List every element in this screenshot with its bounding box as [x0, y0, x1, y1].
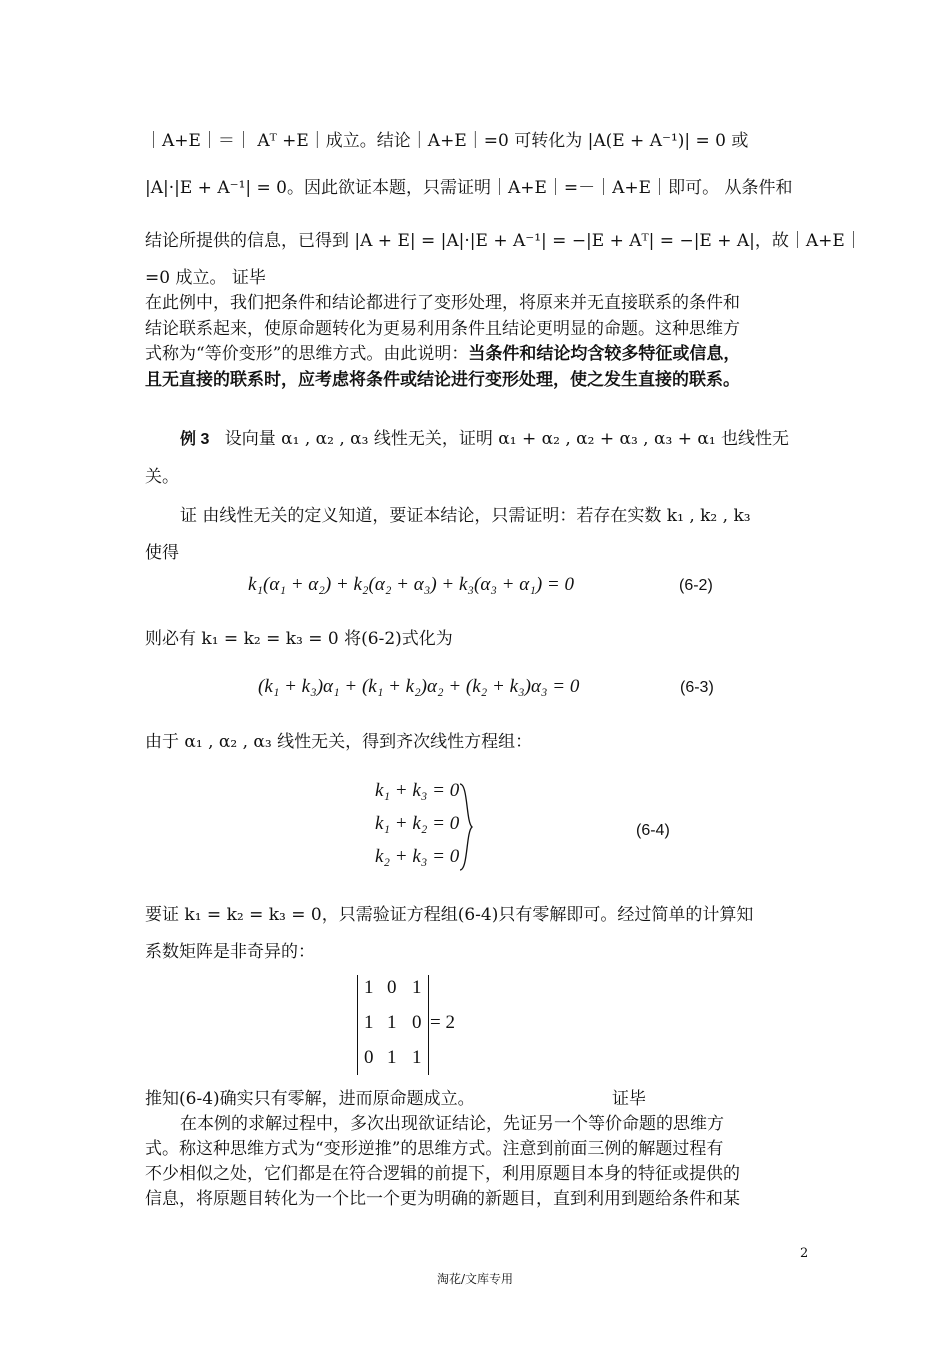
text-line: |A|·|E + A⁻¹| = 0。因此欲证本题，只需证明｜A+E｜=－｜A+E｜即可。 从条件和 — [145, 178, 793, 198]
text-line: 式。称这种思维方式为“变形逆推”的思维方式。注意到前面三例的解题过程有 — [145, 1139, 724, 1159]
text-line: 要证 k₁ = k₂ = k₃ = 0，只需验证方程组(6-4)只有零解即可。经过简单的计算知 — [145, 905, 754, 925]
text-line: 在本例的求解过程中，多次出现欲证结论，先证另一个等价命题的思维方 — [180, 1114, 724, 1134]
equation-6-2: k₁(α₁ + α₂) + k₂(α₂ + α₃) + k₃(α₃ + α₁) = 0 — [248, 574, 574, 595]
matrix-cell: 0 — [387, 977, 397, 998]
text-line: ｜A+E｜＝｜ Aᵀ +E｜成立。结论｜A+E｜=0 可转化为 |A(E + A⁻¹)| = 0 或 — [145, 131, 749, 151]
page-number: 2 — [800, 1246, 809, 1261]
equation-tag: (6-3) — [680, 679, 714, 696]
right-brace-icon — [458, 782, 476, 872]
footer-note: 淘花/文库专用 — [436, 1272, 514, 1286]
matrix-cell: 1 — [412, 1047, 422, 1068]
determinant — [357, 975, 429, 1075]
qed-mark: 证毕 — [612, 1089, 646, 1109]
equation-tag: (6-4) — [636, 822, 670, 839]
matrix-cell: 1 — [412, 977, 422, 998]
text-line: 由于 α₁ , α₂ , α₃ 线性无关，得到齐次线性方程组： — [145, 732, 533, 752]
text-line: 结论联系起来，使原命题转化为更易利用条件且结论更明显的命题。这种思维方 — [145, 319, 740, 339]
matrix-cell: 1 — [364, 1012, 374, 1033]
text-line: 则必有 k₁ = k₂ = k₃ = 0 将(6-2)式化为 — [145, 629, 453, 649]
example-label: 例 3 — [180, 431, 210, 448]
matrix-cell: 0 — [412, 1012, 422, 1033]
equation-tag: (6-2) — [679, 577, 713, 594]
determinant-result: = 2 — [430, 1012, 455, 1033]
text-plain: 推知(6-4)确实只有零解，进而原命题成立。 — [145, 1089, 475, 1109]
text-line: 不少相似之处，它们都是在符合逻辑的前提下，利用原题目本身的特征或提供的 — [145, 1164, 740, 1184]
text-line: 信息，将原题目转化为一个比一个更为明确的新题目，直到利用到题给条件和某 — [145, 1189, 740, 1209]
text-line: =0 成立。 证毕 — [145, 268, 266, 288]
text-line — [145, 1088, 810, 1110]
system-equation: k₁ + k₃ = 0 — [375, 780, 460, 801]
text-line: 结论所提供的信息，已得到 |A + E| = |A|·|E + A⁻¹| = −|E + Aᵀ| = −|E + A|，故｜A+E｜ — [145, 231, 862, 251]
text-line: 系数矩阵是非奇异的： — [145, 942, 315, 962]
text-plain: 式称为“等价变形”的思维方式。由此说明： — [145, 344, 469, 364]
matrix-cell: 1 — [387, 1047, 397, 1068]
text-line: 在此例中，我们把条件和结论都进行了变形处理，将原来并无直接联系的条件和 — [145, 293, 740, 313]
text-emphasis: 且无直接的联系时，应考虑将条件或结论进行变形处理，使之发生直接的联系。 — [145, 370, 740, 390]
example-text: 设向量 α₁ , α₂ , α₃ 线性无关，证明 α₁ + α₂ , α₂ + α₃ , α₃ + α₁ 也线性无 — [224, 429, 790, 449]
matrix-cell: 0 — [364, 1047, 374, 1068]
system-equation: k₂ + k₃ = 0 — [375, 846, 460, 867]
equation-6-3: (k₁ + k₃)α₁ + (k₁ + k₂)α₂ + (k₂ + k₃)α₃ = 0 — [258, 676, 580, 697]
proof-line: 证 由线性无关的定义知道，要证本结论，只需证明：若存在实数 k₁ , k₂ , k₃ — [180, 506, 751, 526]
matrix-cell: 1 — [387, 1012, 397, 1033]
example-line — [180, 428, 810, 451]
text-emphasis: 当条件和结论均含较多特征或信息， — [468, 344, 741, 364]
text-line: 关。 — [145, 467, 179, 487]
matrix-cell: 1 — [364, 977, 374, 998]
text-line — [145, 343, 810, 365]
system-equation: k₁ + k₂ = 0 — [375, 813, 460, 834]
text-line: 使得 — [145, 543, 179, 563]
